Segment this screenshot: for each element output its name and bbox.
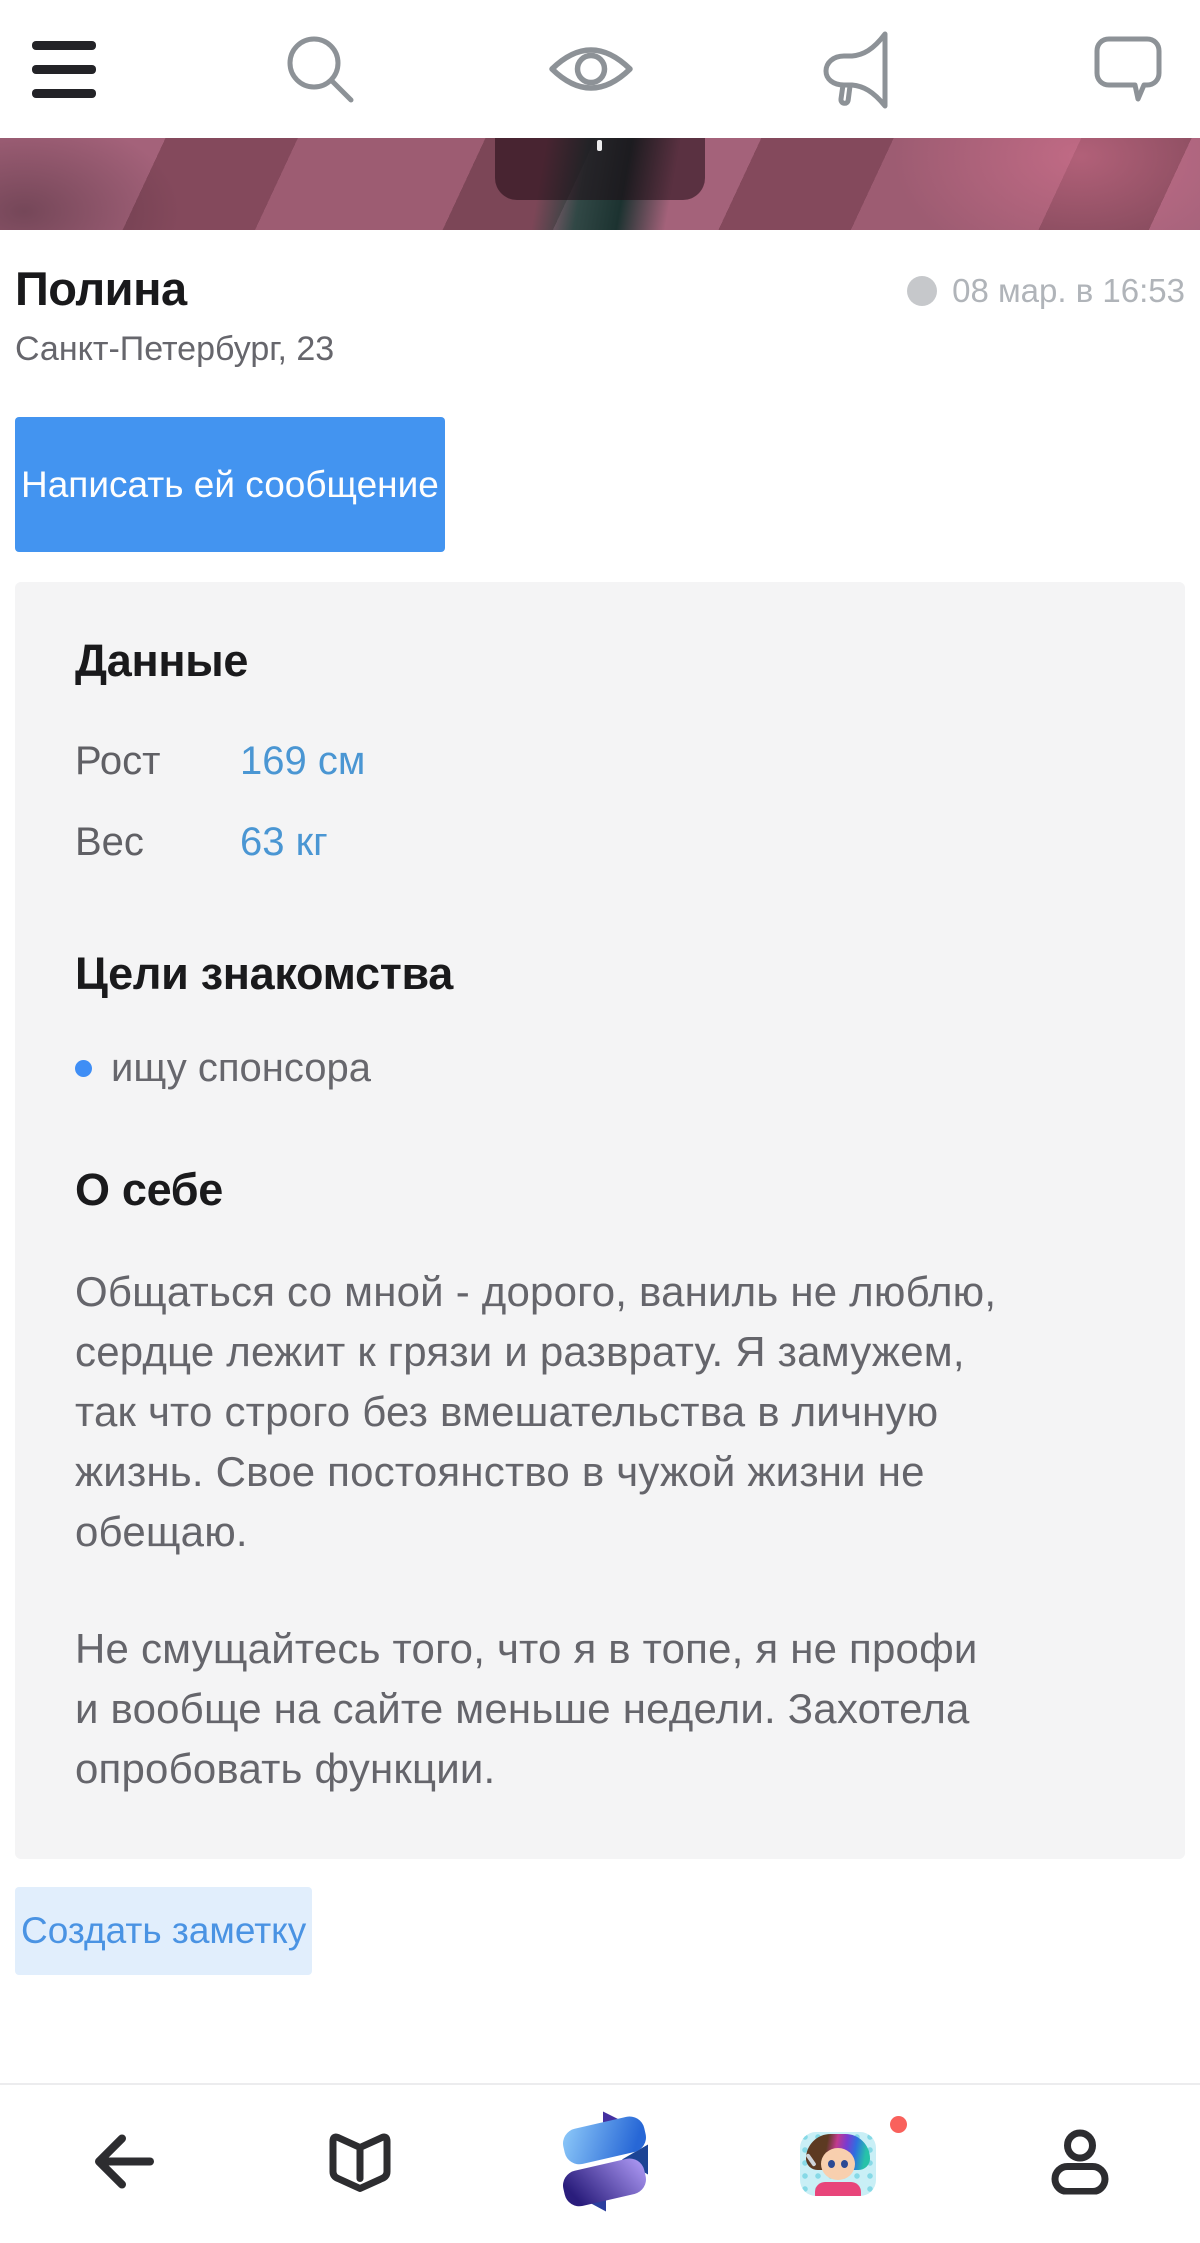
- back-button[interactable]: [92, 2132, 154, 2197]
- menu-icon: [32, 41, 96, 98]
- goal-text: ищу спонсора: [111, 1046, 371, 1090]
- game-shortcut-button[interactable]: [800, 2132, 876, 2196]
- chat-icon: [1093, 35, 1163, 103]
- views-button[interactable]: [546, 0, 636, 138]
- home-button[interactable]: [559, 2112, 651, 2217]
- profile-header: [0, 230, 1200, 369]
- row-label-weight: Вес: [75, 820, 144, 864]
- profile-name: Полина: [15, 262, 187, 315]
- create-note-button[interactable]: Создать заметку: [15, 1887, 312, 1975]
- row-value-height[interactable]: 169 см: [240, 739, 366, 783]
- list-item: [75, 1046, 1125, 1091]
- row-value-weight[interactable]: 63 кг: [240, 820, 328, 864]
- about-paragraph: Не смущайтесь того, что я в топе, я не профи и вообще на сайте меньше недели. Захотела опробовать функции.: [75, 1625, 978, 1792]
- avatar-face: [821, 2148, 855, 2180]
- book-icon: [327, 2131, 393, 2193]
- data-section-title: Данные: [75, 635, 249, 686]
- avatar-shirt: [815, 2182, 861, 2196]
- search-button[interactable]: [278, 0, 362, 138]
- location-age: Санкт-Петербург, 23: [15, 330, 335, 368]
- send-message-button[interactable]: Написать ей сообщение: [15, 417, 445, 552]
- about-paragraph: Общаться со мной - дорого, ваниль не люблю, сердце лежит к грязи и разврату. Я замужем, так что строго без вмешательства в личную жизнь. Свое постоянство в чужой жизни не обещаю.: [75, 1268, 997, 1555]
- search-icon: [283, 32, 357, 106]
- profile-button[interactable]: [1049, 2129, 1111, 2200]
- person-icon: [1049, 2129, 1111, 2195]
- menu-button[interactable]: [24, 0, 104, 138]
- back-arrow-icon: [92, 2132, 154, 2192]
- catalog-button[interactable]: [327, 2131, 393, 2198]
- last-seen: [907, 272, 1185, 310]
- table-row: [75, 739, 1125, 784]
- last-seen-text: 08 мар. в 16:53: [952, 272, 1185, 309]
- megaphone-icon: [817, 29, 897, 109]
- bullet-dot-icon: [75, 1060, 92, 1077]
- messages-button[interactable]: [1086, 0, 1170, 138]
- profile-photo-strip[interactable]: [0, 138, 1200, 230]
- photo-counter-overlay: [495, 138, 705, 200]
- app-logo: [559, 2112, 651, 2212]
- eye-icon: [548, 38, 634, 100]
- game-avatar: [800, 2132, 876, 2196]
- goals-section-title: Цели знакомства: [75, 948, 453, 999]
- top-bar: [0, 0, 1200, 138]
- row-label-height: Рост: [75, 739, 161, 783]
- announcements-button[interactable]: [812, 0, 902, 138]
- profile-info-card: [15, 582, 1185, 1859]
- photo-counter-mark: [597, 140, 602, 151]
- online-status-dot: [907, 276, 937, 306]
- notification-dot: [890, 2116, 907, 2133]
- bottom-nav: [0, 2085, 1200, 2243]
- about-section-title: О себе: [75, 1164, 223, 1215]
- table-row: [75, 820, 1125, 865]
